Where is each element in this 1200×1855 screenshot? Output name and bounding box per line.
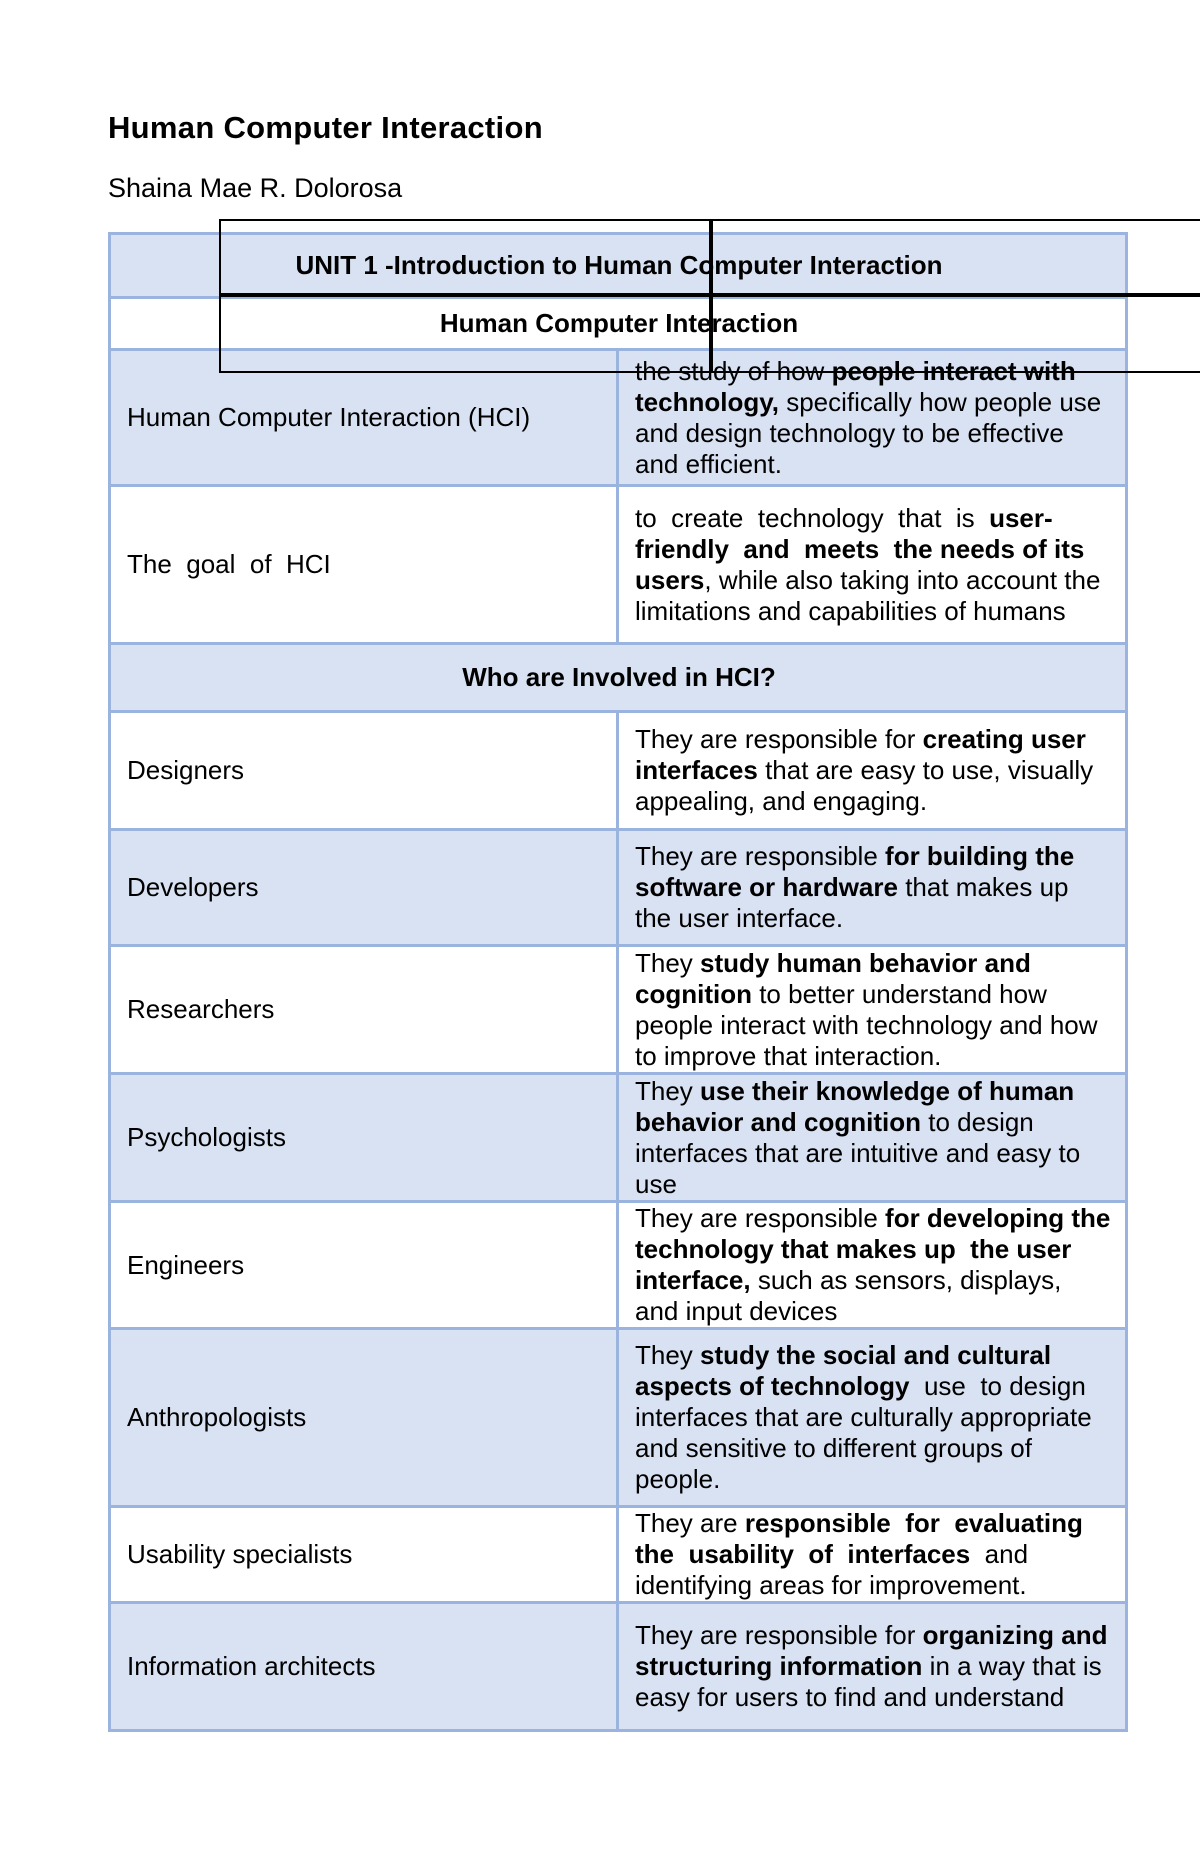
definition-text: and identifying areas for improvement. bbox=[635, 1539, 1036, 1600]
term-cell: Engineers bbox=[110, 1202, 618, 1329]
definition-bold: responsible for evaluating the usability of interfaces bbox=[635, 1508, 1098, 1569]
definition-text: They bbox=[635, 1075, 701, 1106]
definition-bold: study human behavior and cognition bbox=[635, 947, 1031, 1009]
definition-cell bbox=[618, 350, 1127, 486]
who-header: Who are Involved in HCI? bbox=[110, 644, 1127, 712]
term-cell: Designers bbox=[110, 712, 618, 830]
table-row bbox=[110, 350, 1127, 486]
table-row bbox=[110, 1074, 1127, 1202]
unit-header-row bbox=[110, 234, 1127, 298]
definition-text: They bbox=[635, 1340, 701, 1370]
definition-cell bbox=[618, 830, 1127, 946]
definition-text: They are responsible bbox=[635, 841, 886, 871]
definition-text: the study of how bbox=[635, 355, 832, 386]
definition-text: They are responsible bbox=[635, 1203, 886, 1233]
definition-cell bbox=[618, 946, 1127, 1074]
definition-bold: for developing the technology that makes up the user interface, bbox=[635, 1203, 1118, 1295]
author-name: Shaina Mae R. Dolorosa bbox=[108, 173, 403, 203]
definition-text: to design interfaces that are intuitive and easy to use bbox=[635, 1106, 1081, 1199]
unit-header: UNIT 1 -Introduction to Human Computer Interaction bbox=[110, 234, 1127, 298]
term-cell: Usability specialists bbox=[110, 1507, 618, 1603]
definition-cell bbox=[618, 1074, 1127, 1202]
table-row bbox=[110, 1202, 1127, 1329]
term-cell: Developers bbox=[110, 830, 618, 946]
table-row bbox=[110, 712, 1127, 830]
table-row bbox=[110, 1603, 1127, 1731]
definition-text: that are easy to use, visually appealing, and engaging. bbox=[635, 755, 1094, 816]
table-row bbox=[110, 1329, 1127, 1507]
definition-text: They are responsible for bbox=[635, 724, 923, 754]
definition-bold: creating user interfaces bbox=[635, 724, 1086, 785]
definition-text: to create technology that is bbox=[635, 502, 990, 533]
term-cell: Psychologists bbox=[110, 1074, 618, 1202]
section-header-row bbox=[110, 298, 1127, 350]
table-row bbox=[110, 486, 1127, 644]
definition-bold: people interact with technology, bbox=[635, 355, 1076, 417]
definition-cell bbox=[618, 1603, 1127, 1731]
definition-text: that makes up the user interface. bbox=[635, 872, 1069, 933]
definition-text: , while also taking into account the limitations and capabilities of humans bbox=[635, 564, 1101, 626]
definition-text: They are responsible for bbox=[635, 1620, 923, 1650]
table-row bbox=[110, 830, 1127, 946]
definition-cell bbox=[618, 1329, 1127, 1507]
who-header-row bbox=[110, 644, 1127, 712]
table-row bbox=[110, 1507, 1127, 1603]
section-header: Human Computer Interaction bbox=[110, 298, 1127, 350]
definition-text: They bbox=[635, 947, 701, 978]
term-cell: The goal of HCI bbox=[110, 486, 618, 644]
term-cell: Anthropologists bbox=[110, 1329, 618, 1507]
definition-bold: study the social and cultural aspects of technology bbox=[635, 1340, 1052, 1401]
definition-bold: organizing and structuring information bbox=[635, 1620, 1108, 1681]
definition-text: specifically how people use and design technology to be effective and efficient. bbox=[635, 386, 1102, 479]
hci-table bbox=[108, 232, 1128, 1732]
definition-bold: use their knowledge of human behavior and cognition bbox=[635, 1075, 1075, 1137]
definition-cell bbox=[618, 712, 1127, 830]
definition-cell bbox=[618, 486, 1127, 644]
term-cell: Researchers bbox=[110, 946, 618, 1074]
definition-cell bbox=[618, 1507, 1127, 1603]
definition-text: use to design interfaces that are culturally appropriate and sensitive to different groups of people. bbox=[635, 1371, 1099, 1494]
definition-bold: for building the software or hardware bbox=[635, 841, 1075, 902]
definition-text: such as sensors, displays, and input devices bbox=[635, 1265, 1062, 1326]
table-row bbox=[110, 946, 1127, 1074]
document-title: Human Computer Interaction bbox=[108, 110, 543, 145]
definition-bold: user-friendly and meets the needs of its users bbox=[635, 502, 1092, 595]
definition-text: to better understand how people interact with technology and how to improve that interaction. bbox=[635, 978, 1098, 1071]
term-cell: Information architects bbox=[110, 1603, 618, 1731]
definition-text: in a way that is easy for users to find and understand bbox=[635, 1651, 1102, 1712]
definition-cell bbox=[618, 1202, 1127, 1329]
term-cell: Human Computer Interaction (HCI) bbox=[110, 350, 618, 486]
definition-text: They are bbox=[635, 1508, 745, 1538]
